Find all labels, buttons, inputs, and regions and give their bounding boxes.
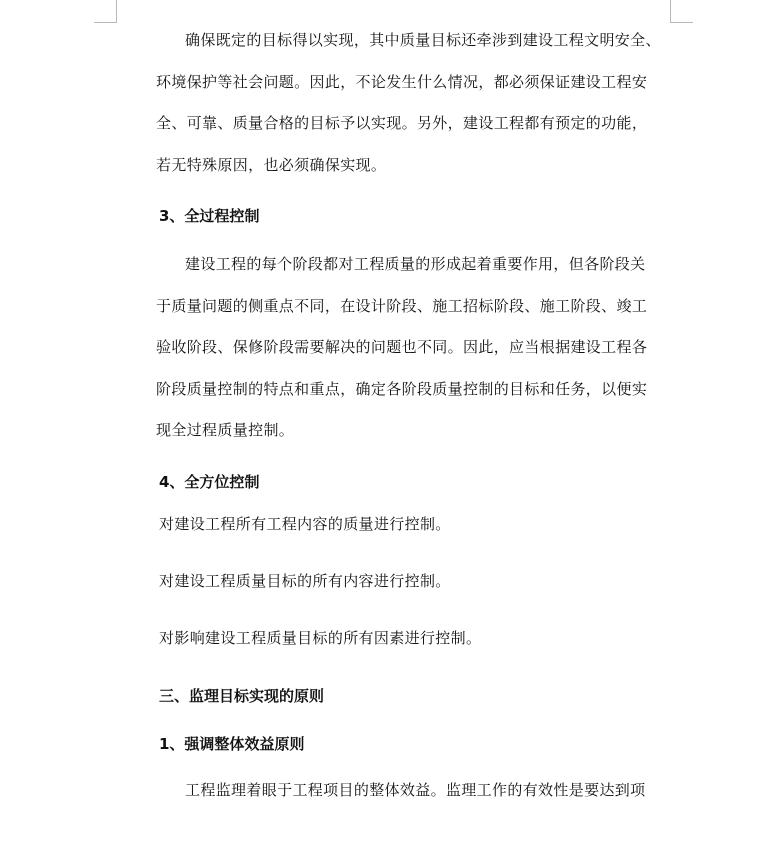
- text-line: 现全过程质量控制。: [156, 421, 295, 439]
- paragraph-quality-goals: [156, 20, 672, 186]
- text-line: 验收阶段、保修阶段需要解决的问题也不同。因此，应当根据建设工程各: [156, 338, 648, 356]
- document-body: [156, 26, 672, 811]
- heading-all-round-control: 4、全方位控制: [159, 472, 260, 491]
- list-item: 对建设工程质量目标的所有内容进行控制。: [159, 571, 451, 590]
- heading-overall-benefit-principle: 1、强调整体效益原则: [159, 734, 305, 753]
- text-line: 确保既定的目标得以实现，其中质量目标还牵涉到建设工程文明安全、: [185, 31, 661, 49]
- text-line: 于质量问题的侧重点不同，在设计阶段、施工招标阶段、施工阶段、竣工: [156, 296, 648, 315]
- text-line: 阶段质量控制的特点和重点，确定各阶段质量控制的目标和任务，以便实: [156, 379, 648, 398]
- page-corner-mark-top-right: [670, 0, 693, 23]
- section-heading-supervision-principles: 三、监理目标实现的原则: [159, 686, 325, 705]
- heading-whole-process-control: 3、全过程控制: [159, 207, 260, 225]
- list-item: 对建设工程所有工程内容的质量进行控制。: [159, 514, 451, 533]
- text-line: 若无特殊原因，也必须确保实现。: [156, 155, 387, 174]
- text-line: 建设工程的每个阶段都对工程质量的形成起着重要作用，但各阶段关: [185, 255, 646, 273]
- paragraph-whole-process: [156, 244, 672, 452]
- list-item: 对影响建设工程质量目标的所有因素进行控制。: [159, 628, 482, 647]
- text-line: 环境保护等社会问题。因此，不论发生什么情况，都必须保证建设工程安: [156, 72, 648, 91]
- text-line: 全、可靠、质量合格的目标予以实现。另外，建设工程都有预定的功能，: [156, 114, 648, 132]
- page-corner-mark-top-left: [94, 0, 117, 23]
- paragraph-overall-benefit: [156, 770, 672, 812]
- text-line: 工程监理着眼于工程项目的整体效益。监理工作的有效性是要达到项: [185, 780, 646, 799]
